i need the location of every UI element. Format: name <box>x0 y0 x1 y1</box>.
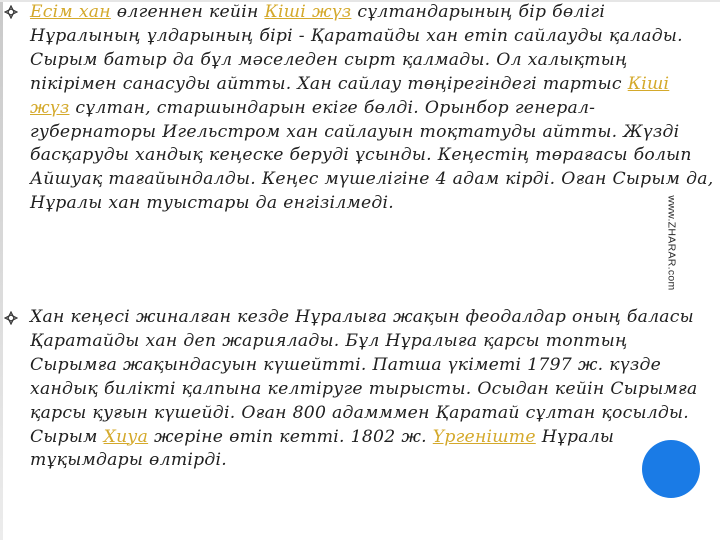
paragraph-1-text-b: сұлтандарының бір бөлігі Нұралының ұлдарының бірі - Қаратайды хан етіп сайлауды қалады. Сырым батыр да бұл мәселеден сырт қалмады. Ол халықтың пікірімен санасуды айтты. Хан сайлау төңірегіндегі тартыс <box>30 2 683 94</box>
paragraph-1-text-c: сұлтан, старшындарын екіге бөлді. Орынбор генерал-губернаторы Игельстром хан сайлауын тоқтатуды айтты. Жүзді басқаруды хандық кеңеске беруді ұсынды. Кеңестің төрағасы болып Айшуақ тағайындалды. Кеңес мүшелігіне 4 адам кірді. Оған Сырым да, Нұралы хан туыстары да енгізілмеді. <box>30 97 714 214</box>
link-esim-khan[interactable]: Есім хан <box>30 2 111 22</box>
slide-left-border <box>0 0 3 540</box>
paragraph-2-text-a: Хан кеңесі жиналған кезде Нұралыға жақын феодалдар оның баласы Қаратайды хан деп жариялады. Бұл Нұралыға қарсы топтың Сырымға жақындасуын күшейтті. Патша үкіметі 1797 ж. күзде хандық билікті қалпына келтіруге тырысты. Осыдан кейін Сырымға қарсы қуғын күшейді. Оған 800 адамммен Қаратай сұлтан қосылды. Сырым <box>30 307 698 447</box>
link-urgench[interactable]: Үргеніште <box>432 426 536 447</box>
diamond-bullet-icon <box>4 5 18 19</box>
paragraph-2-text-b: жеріне өтіп кетті. 1802 ж. <box>148 426 433 447</box>
navigation-circle-button[interactable] <box>642 440 700 498</box>
paragraph-1-text-a: өлгеннен кейін <box>110 2 265 22</box>
diamond-bullet-icon <box>4 311 18 325</box>
link-khiva[interactable]: Хиуа <box>103 426 149 447</box>
paragraph-2 <box>30 306 714 473</box>
paragraph-2-text-c: Нұралы тұқымдары өлтірді. <box>30 426 615 471</box>
link-kishi-zhuz-1[interactable]: Кіші жүз <box>264 2 352 22</box>
link-kishi-zhuz-2[interactable]: Кіші жүз <box>30 73 670 118</box>
watermark-text: www.ZHARAR.com <box>666 194 678 291</box>
paragraph-1 <box>30 1 714 216</box>
watermark <box>658 185 686 300</box>
